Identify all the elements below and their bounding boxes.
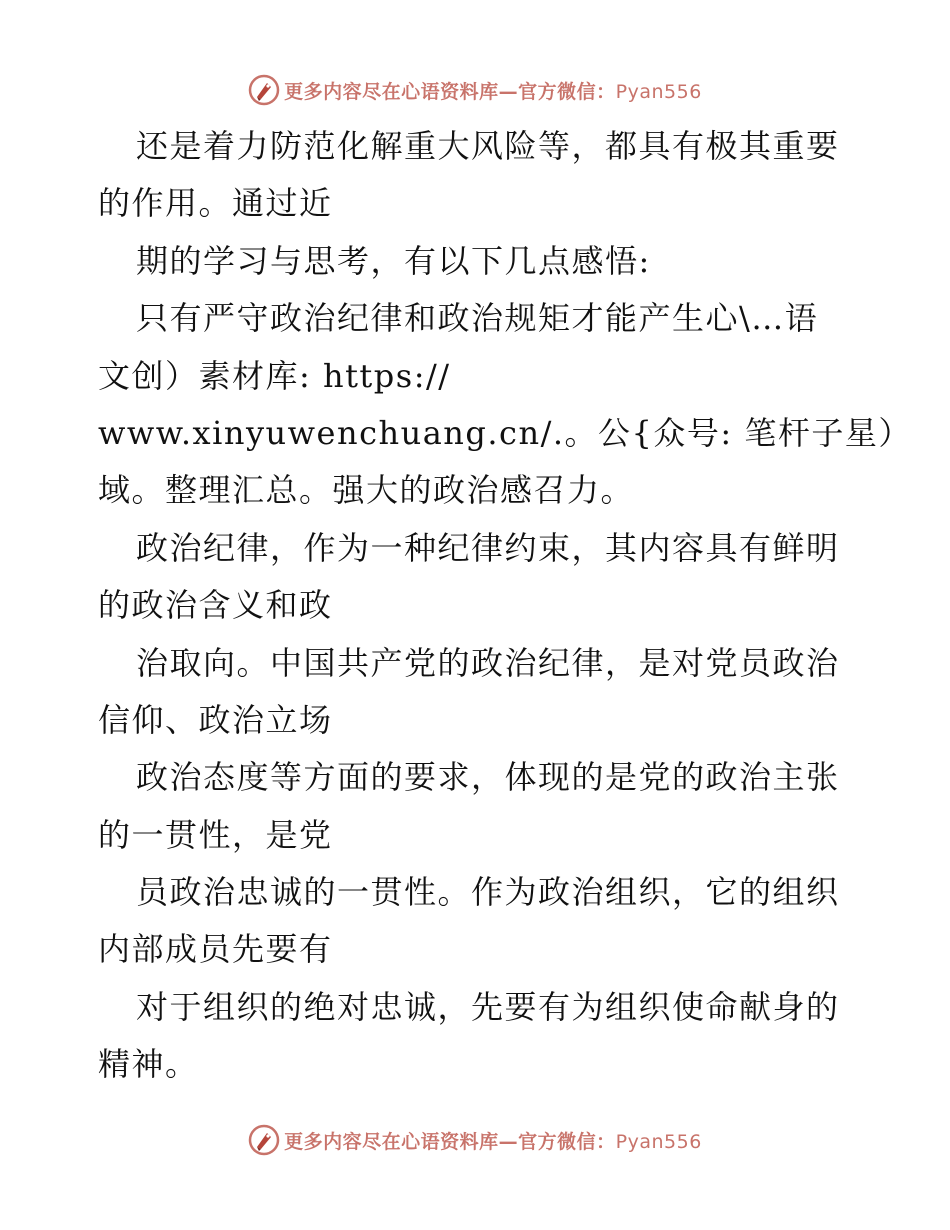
footer-banner-handle: Pyan556 [615,1130,702,1153]
text-line: 精神。 [98,1045,199,1084]
footer-banner-text [284,1127,702,1154]
footer-banner-label: 更多内容尽在心语资料库—官方微信： [284,1130,616,1153]
header-banner-handle: Pyan556 [615,80,702,103]
pen-nib-logo-icon [248,1124,280,1156]
text-line: 信仰、政治立场 [98,700,333,739]
header-banner-label: 更多内容尽在心语资料库—官方微信： [284,80,616,103]
text-line: 员政治忠诚的一贯性。作为政治组织，它的组织 [136,873,840,912]
text-line: www.xinyuwenchuang.cn/.。公{众号: 笔杆子星） [98,413,912,452]
pen-nib-logo-icon [248,74,280,106]
text-line: 内部成员先要有 [98,930,333,969]
footer-banner [0,1120,950,1160]
text-line: 只有严守政治纪律和政治规矩才能产生心\…语 [136,299,819,338]
header-banner [0,70,950,110]
text-line: 域。整理汇总。强大的政治感召力。 [98,471,635,510]
text-line: 文创）素材库: https:// [98,356,451,395]
text-line: 的一贯性，是党 [98,815,333,854]
text-line: 治取向。中国共产党的政治纪律，是对党员政治 [136,643,840,682]
text-line: 的作用。通过近 [98,184,333,223]
text-line: 政治纪律，作为一种纪律约束，其内容具有鲜明 [136,528,840,567]
text-line: 对于组织的绝对忠诚，先要有为组织使命献身的 [136,987,840,1026]
text-line: 期的学习与思考，有以下几点感悟: [136,241,651,280]
text-line: 的政治含义和政 [98,586,333,625]
text-line: 还是着力防范化解重大风险等，都具有极其重要 [136,127,840,165]
text-line: 政治态度等方面的要求，体现的是党的政治主张 [136,758,840,797]
document-body [98,118,912,1094]
header-banner-text [284,77,702,104]
